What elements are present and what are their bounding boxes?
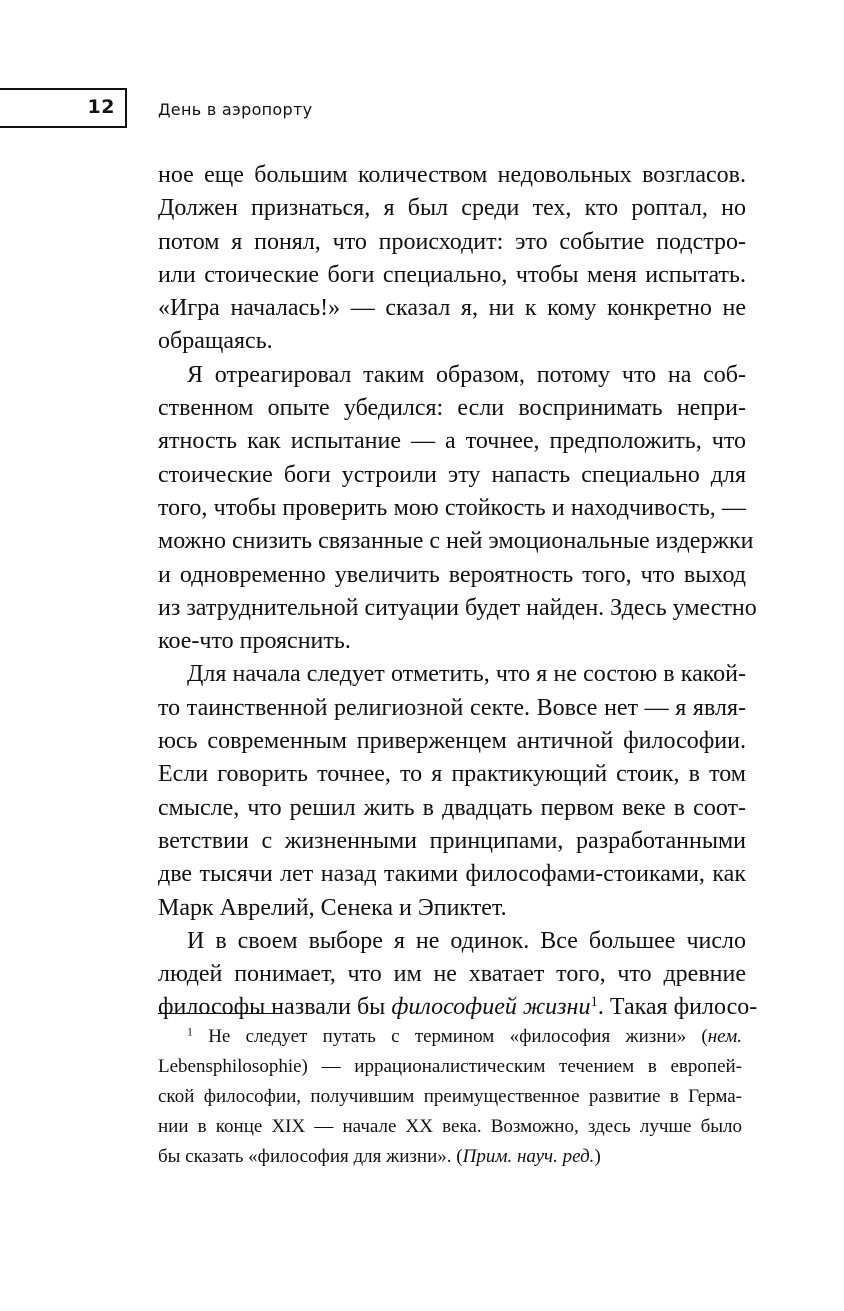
footnote-ref: 1	[590, 994, 598, 1011]
text-line: Если говорить точнее, то я практикующий стоик, в том	[158, 761, 746, 788]
footnote	[158, 1022, 742, 1172]
text-line: то таинственной религиозной секте. Вовсе нет — я явля-	[158, 694, 746, 721]
footnote-number: 1	[187, 1025, 193, 1039]
text-line: обращаясь.	[158, 328, 273, 355]
footnote-line: Lebensphilosophie) — иррационалистическим течением в европей-	[158, 1056, 742, 1077]
text-line: «Игра началась!» — сказал я, ни к кому конкретно не	[158, 295, 746, 322]
text-line: кое-что прояснить.	[158, 628, 351, 655]
italic-abbrev: нем.	[707, 1026, 742, 1047]
paragraph-2	[158, 359, 757, 659]
paragraph-4	[158, 925, 758, 1025]
footnote-line	[158, 1142, 742, 1172]
text-line: Для начала следует отметить, что я не состою в какой-	[187, 661, 746, 688]
page-number-box	[0, 88, 127, 128]
running-head: День в аэропорту	[158, 100, 313, 119]
page-number: 12	[87, 96, 115, 118]
text-line: из затруднительной ситуации будет найден. Здесь уместно	[158, 594, 757, 621]
footnote-line	[158, 1022, 742, 1052]
text-line	[158, 991, 758, 1024]
text-line: Должен признаться, я был среди тех, кто роптал, но	[158, 195, 746, 222]
text-line: смысле, что решил жить в двадцать первом веке в соот-	[158, 794, 746, 821]
main-text	[158, 159, 758, 1025]
text-line: того, чтобы проверить мою стойкость и находчивость, —	[158, 494, 746, 521]
text-line: юсь современным приверженцем античной философии.	[158, 728, 746, 755]
text-line: людей понимает, что им не хватает того, что древние	[158, 961, 746, 988]
text-fragment: философы назвали бы	[158, 994, 392, 1021]
footnote-line: нии в конце XIX — начале XX века. Возможно, здесь лучше было	[158, 1116, 742, 1137]
text-line: И в своем выборе я не одинок. Все большее число	[187, 927, 746, 954]
text-fragment: бы сказать «философия для жизни». (	[158, 1146, 463, 1167]
footnote-line: ской философии, получившим преимущественное развитие в Герма-	[158, 1086, 742, 1107]
text-fragment: )	[594, 1146, 601, 1167]
italic-note: Прим. науч. ред.	[462, 1146, 595, 1167]
paragraph-1	[158, 159, 746, 359]
text-line: стоические боги устроили эту напасть специально для	[158, 461, 746, 488]
text-line: или стоические боги специально, чтобы меня испытать.	[158, 261, 746, 288]
text-line: ственном опыте убедился: если воспринимать непри-	[158, 395, 746, 422]
text-line: можно снизить связанные с ней эмоциональные издержки	[158, 528, 754, 555]
text-line: потом я понял, что происходит: это событие подстро-	[158, 228, 746, 255]
text-line: Марк Аврелий, Сенека и Эпиктет.	[158, 894, 507, 921]
paragraph-3	[158, 658, 746, 924]
text-line: ветствии с жизненными принципами, разработанными	[158, 827, 746, 854]
text-line: две тысячи лет назад такими философами-стоиками, как	[158, 861, 746, 888]
text-line: Я отреагировал таким образом, потому что на соб-	[187, 361, 746, 388]
text-fragment: . Такая филосо-	[597, 994, 758, 1021]
text-line: ятность как испытание — а точнее, предположить, что	[158, 428, 746, 455]
italic-term: философией жизни	[391, 994, 591, 1021]
text-fragment: Не следует путать с термином «философия жизни» (	[192, 1026, 708, 1047]
footnote-rule	[158, 1013, 280, 1014]
text-line: ное еще большим количеством недовольных возгласов.	[158, 162, 746, 188]
text-line: и одновременно увеличить вероятность того, что выход	[158, 561, 746, 588]
